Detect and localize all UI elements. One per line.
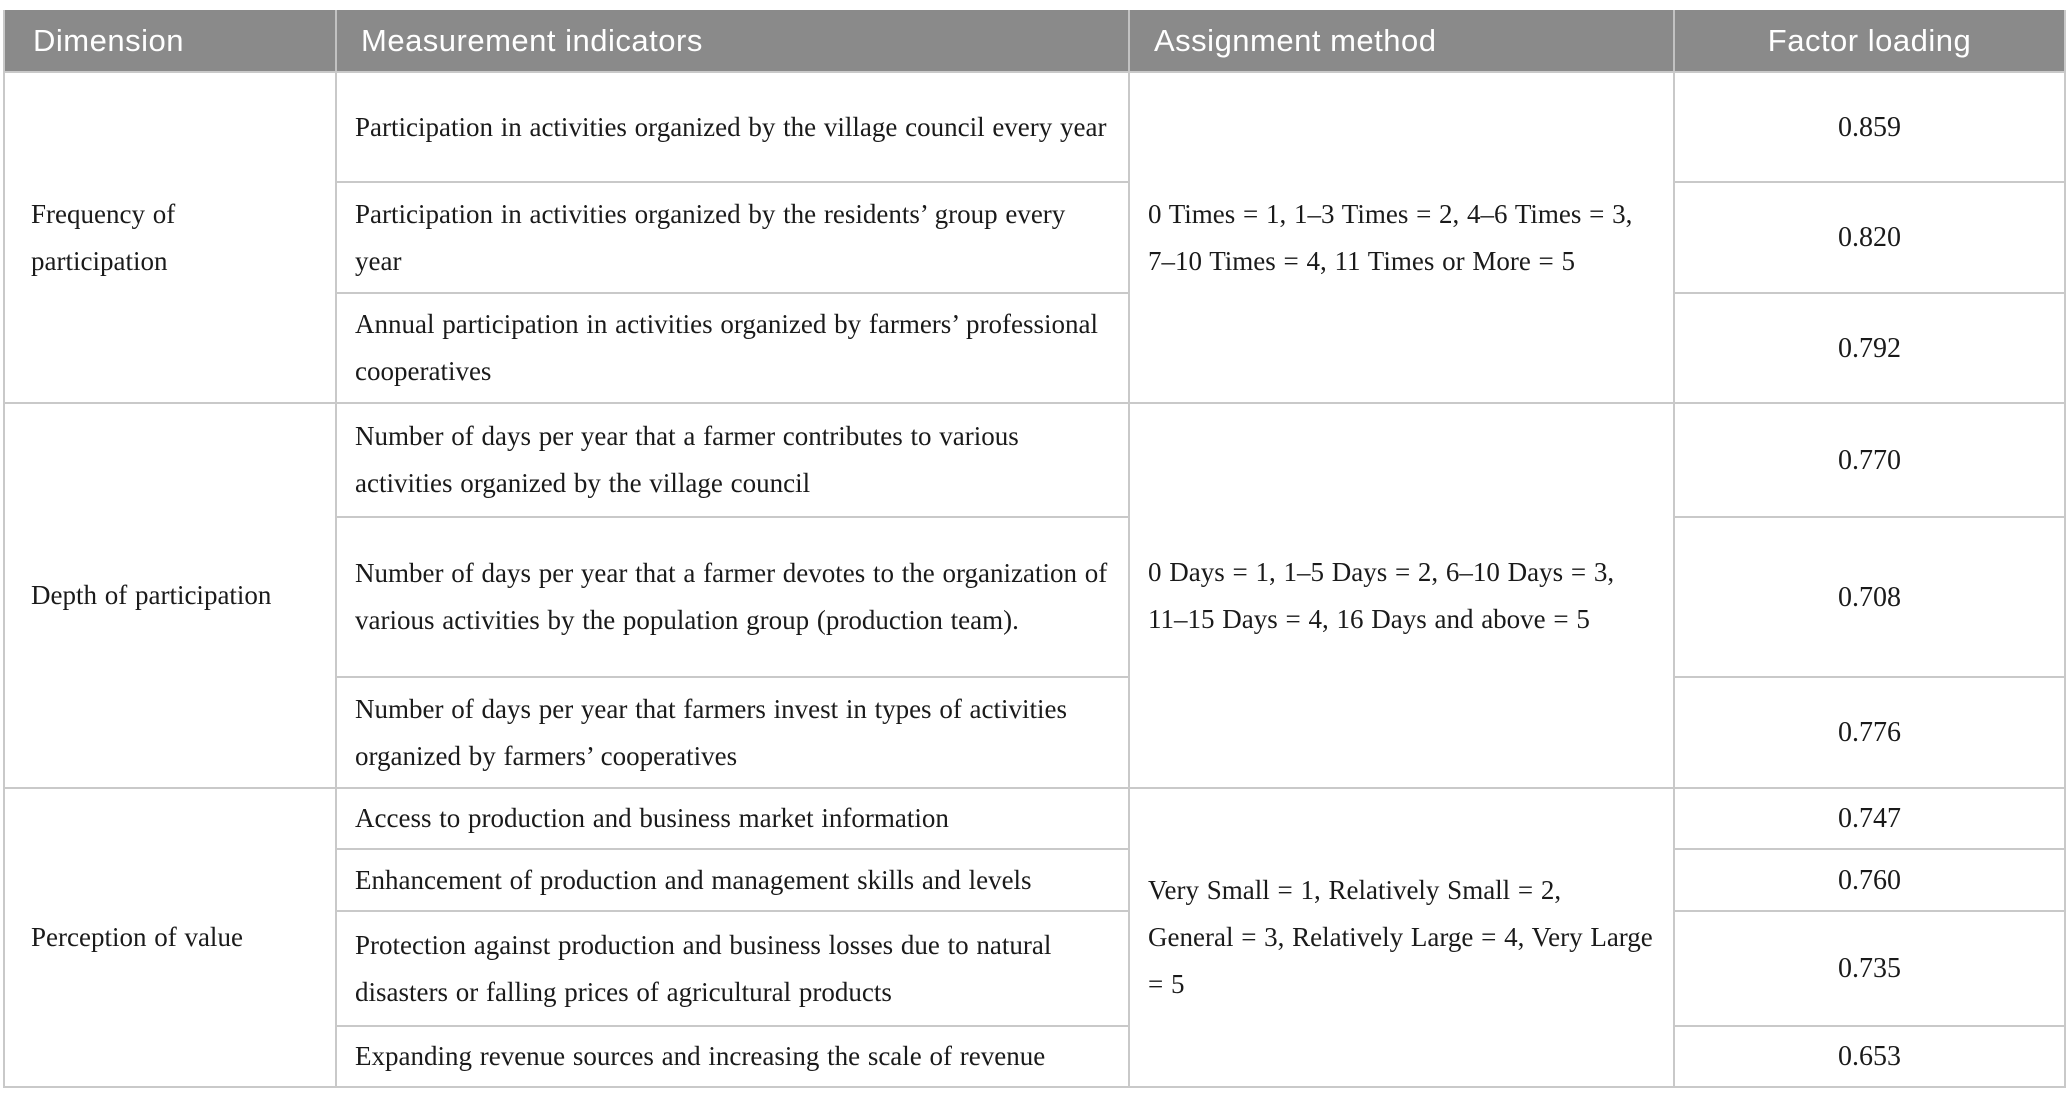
column-header-dimension: Dimension bbox=[4, 10, 336, 72]
column-header-factor-loading: Factor loading bbox=[1674, 10, 2065, 72]
header-row bbox=[4, 10, 2065, 72]
factor-loading-cell: 0.653 bbox=[1674, 1026, 2065, 1087]
indicator-cell: Protection against production and business losses due to natural disasters or falling prices of agricultural products bbox=[336, 911, 1129, 1026]
factor-loading-cell: 0.760 bbox=[1674, 849, 2065, 911]
table-row bbox=[4, 788, 2065, 849]
dimension-cell-perception: Perception of value bbox=[4, 788, 336, 1087]
factor-loading-cell: 0.747 bbox=[1674, 788, 2065, 849]
dimension-cell-frequency: Frequency of participation bbox=[4, 72, 336, 403]
factor-loading-cell: 0.735 bbox=[1674, 911, 2065, 1026]
indicator-cell: Expanding revenue sources and increasing the scale of revenue bbox=[336, 1026, 1129, 1087]
table-row bbox=[4, 403, 2065, 517]
indicator-cell: Participation in activities organized by the village council every year bbox=[336, 72, 1129, 182]
assignment-method-cell: 0 Days = 1, 1–5 Days = 2, 6–10 Days = 3, 11–15 Days = 4, 16 Days and above = 5 bbox=[1129, 403, 1674, 788]
indicator-cell: Annual participation in activities organized by farmers’ professional cooperatives bbox=[336, 293, 1129, 403]
indicator-cell: Access to production and business market information bbox=[336, 788, 1129, 849]
factor-loading-cell: 0.770 bbox=[1674, 403, 2065, 517]
table-row bbox=[4, 72, 2065, 182]
measurement-indicators-table bbox=[3, 10, 2066, 1088]
column-header-measurement-indicators: Measurement indicators bbox=[336, 10, 1129, 72]
assignment-method-cell: 0 Times = 1, 1–3 Times = 2, 4–6 Times = 3, 7–10 Times = 4, 11 Times or More = 5 bbox=[1129, 72, 1674, 403]
assignment-method-cell: Very Small = 1, Relatively Small = 2, General = 3, Relatively Large = 4, Very Large = 5 bbox=[1129, 788, 1674, 1087]
indicator-cell: Number of days per year that farmers invest in types of activities organized by farmers’ cooperatives bbox=[336, 677, 1129, 788]
column-header-assignment-method: Assignment method bbox=[1129, 10, 1674, 72]
indicator-cell: Number of days per year that a farmer contributes to various activities organized by the village council bbox=[336, 403, 1129, 517]
indicator-cell: Number of days per year that a farmer devotes to the organization of various activities by the population group (production team). bbox=[336, 517, 1129, 677]
indicator-cell: Enhancement of production and management skills and levels bbox=[336, 849, 1129, 911]
factor-loading-cell: 0.859 bbox=[1674, 72, 2065, 182]
indicator-cell: Participation in activities organized by the residents’ group every year bbox=[336, 182, 1129, 293]
dimension-cell-depth: Depth of participation bbox=[4, 403, 336, 788]
factor-loading-cell: 0.792 bbox=[1674, 293, 2065, 403]
factor-loading-cell: 0.820 bbox=[1674, 182, 2065, 293]
factor-loading-cell: 0.776 bbox=[1674, 677, 2065, 788]
factor-loading-cell: 0.708 bbox=[1674, 517, 2065, 677]
